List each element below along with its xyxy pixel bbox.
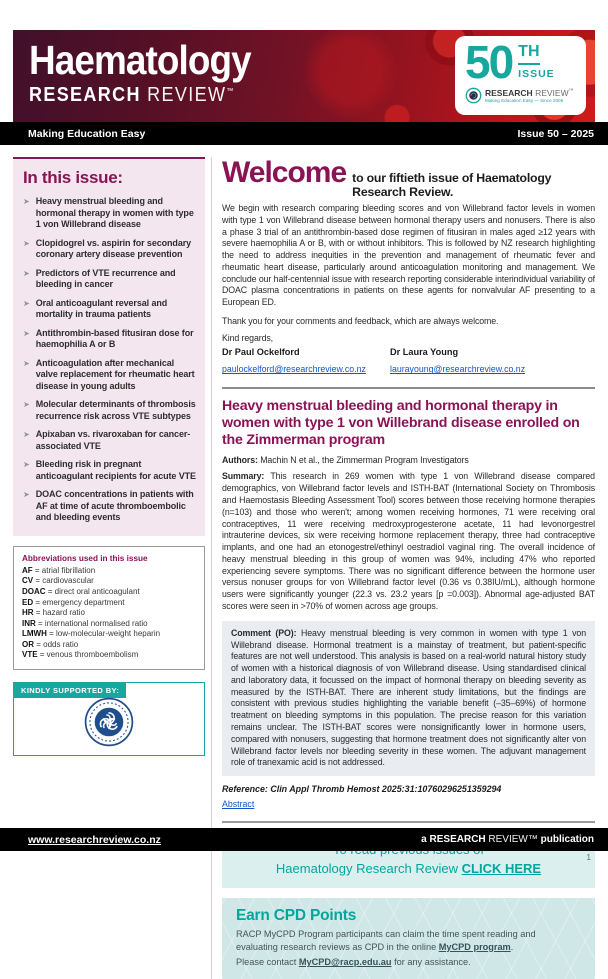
logo-trademark: ™: [568, 87, 574, 94]
cpd-body: RACP MyCPD Program participants can claim the time spent reading and evaluating research reviews as CPD in the online MyCPD program.: [236, 928, 536, 952]
abbreviation-row: HR = hazard ratio: [22, 608, 85, 618]
earn-cpd-title: Earn CPD Points: [236, 906, 357, 924]
masthead-banner: [13, 30, 595, 122]
top-black-bar: [0, 122, 608, 145]
toc-item[interactable]: ➤ Predictors of VTE recurrence and bleeding in cancer: [23, 267, 176, 290]
abstract-link[interactable]: Abstract: [222, 799, 255, 810]
logo-wordmark: RESEARCH REVIEW™ Making Education Easy — Since 2006: [485, 87, 574, 103]
arrow-icon: ➤: [23, 490, 30, 500]
research-review-logo: [465, 87, 578, 104]
abbreviation-row: VTE = venous thromboembolism: [22, 650, 139, 660]
research-review-logo-icon: [465, 87, 482, 104]
arrow-icon: ➤: [23, 238, 30, 248]
abbreviation-row: OR = odds ratio: [22, 639, 79, 649]
abbreviations-box: [13, 546, 205, 670]
cpd-contact: Please contact MyCPD@racp.edu.au for any assistance.: [236, 957, 471, 968]
editors-row: [222, 346, 595, 378]
toc-item[interactable]: ➤ DOAC concentrations in patients with AF at time of acute thromboembolic and bleeding events: [23, 489, 194, 523]
article-summary: Summary: This research in 269 women with type 1 von Willebrand disease compared demographics, von Willebrand factor levels and ISTH-BAT (International Society on Thrombosis and Haemostasis Bleeding Assessment Tool) scores between those receiving hormone therapies (n=103) and those who weren't; among women receiving hormones, 71 were receiving oral contraceptives, 11 were receiving medroxyprogesterone acetate, 11 had levonorgestrel intrauterine devices, six were receiving hormone replacement therapy, three had contraceptive implants, and one had an etonogestrel/ethinyl oestradiol vaginal ring. The overall incidence of heavy menstrual bleeding in this group of women was 94%, including 47% who reported experiencing severe symptoms. There was no significant difference between the hormone user versus nonuser groups for von Willebrand factor level (0.36 vs 0.38IU/mL), although hormone users were significantly younger (22.3 vs. 23.2 years [p =0.003]). Abnormal age-adjusted BAT scores were seen in >70% of women across age groups.: [222, 471, 595, 612]
divider: [222, 387, 595, 389]
authors-label: Authors:: [222, 454, 261, 465]
editor-block: [390, 346, 558, 378]
toc-item[interactable]: ➤ Oral anticoagulant reversal and mortality in trauma patients: [23, 297, 168, 320]
toc-item[interactable]: ➤ Molecular determinants of thrombosis recurrence risk across VTE subtypes: [23, 399, 196, 421]
comment-box: Comment (PO): Heavy menstrual bleeding is very common in women with type 1 von Willebrand disease. Hormonal treatment is a mainstay of treatment, but patient-specific features are not well understood. This analysis is based on a real-world natural history study of women with a historical diagnosis of von Willebrand disease. Using standardised clinical and laboratory data, it focussed on the impact of hormonal therapy on bleeding severity as measured by the ISTH-BAT. There are inherent study limitations, but the findings are consistent with previous studies highlighting the variable benefit (–35–69%) of hormone treatment on bleeding symptoms in this population. The precise reason for this variation remains unclear. The ISTH-BAT scores were nonsignificantly lower in hormone users, compared with nonusers, suggesting that hormone treatment does not significantly alter von Willebrand factor levels nor bleeding severity in these women. The adjuvant management role of tranexamic acid is not addressed.: [222, 621, 595, 776]
toc-item[interactable]: ➤ Anticoagulation after mechanical valve replacement for rheumatic heart disease in young adults: [23, 357, 195, 391]
abbreviation-row: AF = atrial fibrillation: [22, 565, 96, 575]
main-column: [212, 157, 595, 979]
tagline: Making Education Easy: [28, 127, 146, 140]
welcome-thanks: Thank you for your comments and feedback, which are always welcome.: [222, 316, 499, 327]
toc-item[interactable]: ➤ Antithrombin-based fitusiran dose for haemophilia A or B: [23, 327, 194, 350]
comment-label: Comment (PO):: [231, 627, 301, 638]
arrow-icon: ➤: [23, 430, 30, 440]
toc-item[interactable]: ➤ Apixaban vs. rivaroxaban for cancer-associated VTE: [23, 429, 191, 451]
badge-number-block: [465, 36, 578, 88]
editor-name: Dr Paul Ockelford: [222, 346, 300, 357]
issue-date: Issue 50 – 2025: [517, 127, 594, 140]
trademark-symbol: ™: [226, 86, 235, 96]
mycpd-program-link[interactable]: MyCPD program: [438, 941, 511, 952]
divider: [222, 821, 595, 823]
sidebar: [13, 157, 212, 979]
issue-ordinal: TH: [518, 43, 539, 65]
arrow-icon: ➤: [23, 400, 30, 410]
logo-tagline: Making Education Easy — Since 2006: [485, 97, 564, 103]
abbreviation-row: CV = cardiovascular: [22, 576, 94, 586]
toc-item[interactable]: ➤ Heavy menstrual bleeding and hormonal therapy in women with type 1 von Willebrand disease: [23, 196, 194, 230]
publication-title: Haematology: [29, 37, 251, 83]
article-title: Heavy menstrual bleeding and hormonal therapy in women with type 1 von Willebrand disease enrolled on the Zimmerman program: [222, 398, 580, 448]
issue-number: 50: [465, 36, 513, 88]
issue-ordinal-block: [518, 43, 555, 80]
arrow-icon: ➤: [23, 358, 30, 368]
arrow-icon: ➤: [23, 197, 30, 206]
mycpd-email-link[interactable]: MyCPD@racp.edu.au: [298, 957, 392, 968]
in-this-issue-panel: [13, 157, 205, 536]
reference-label: Reference:: [222, 784, 271, 795]
article-authors: Authors: Machin N et al., the Zimmerman Program Investigators: [222, 454, 469, 465]
abbreviation-row: INR = international normalised ratio: [22, 618, 148, 628]
footer-black-bar: [0, 828, 608, 851]
masthead-title-block: [29, 37, 251, 107]
arrow-icon: ➤: [23, 460, 30, 470]
toc-list: [23, 196, 197, 524]
publication-credit: a RESEARCH REVIEW™ publication: [421, 834, 594, 845]
supporter-seal-icon: [83, 696, 135, 748]
editor-name: Dr Laura Young: [390, 346, 459, 357]
arrow-icon: ➤: [23, 298, 30, 308]
kindly-supported-label: KINDLY SUPPORTED BY:: [14, 683, 126, 698]
page-number: 1: [586, 853, 591, 862]
previous-issues-line2: Haematology Research Review CLICK HERE: [275, 861, 542, 877]
content-area: [13, 157, 595, 979]
article-reference: Reference: Clin Appl Thromb Hemost 2025:31:10760296251359294: [222, 784, 502, 795]
publication-subtitle: RESEARCH REVIEW™: [29, 83, 235, 106]
toc-item[interactable]: ➤ Bleeding risk in pregnant anticoagulant recipients for acute VTE: [23, 459, 196, 481]
earn-cpd-box: [222, 898, 595, 979]
welcome-word: Welcome: [222, 156, 347, 189]
abbreviation-row: LMWH = low-molecular-weight heparin: [22, 629, 161, 639]
welcome-heading: [222, 158, 595, 199]
in-this-issue-heading: In this issue:: [23, 168, 123, 187]
editor-email-link[interactable]: paulockelford@researchreview.co.nz: [222, 364, 366, 375]
arrow-icon: ➤: [23, 328, 30, 338]
editor-email-link[interactable]: laurayoung@researchreview.co.nz: [390, 364, 526, 375]
welcome-subtitle: to our fiftieth issue of Haematology Research Review.: [352, 171, 552, 199]
summary-label: Summary:: [222, 471, 271, 482]
abbreviation-row: ED = emergency department: [22, 597, 125, 607]
arrow-icon: ➤: [23, 268, 30, 278]
website-link[interactable]: www.researchreview.co.nz: [28, 833, 161, 846]
click-here-link[interactable]: CLICK HERE: [461, 861, 542, 877]
abbreviation-row: DOAC = direct oral anticoagulant: [22, 586, 140, 596]
editor-block: [222, 346, 390, 378]
toc-item[interactable]: ➤ Clopidogrel vs. aspirin for secondary coronary artery disease prevention: [23, 237, 192, 260]
fiftieth-issue-badge: [455, 36, 586, 115]
issue-label: ISSUE: [518, 68, 555, 80]
kindly-supported-box: [13, 682, 205, 756]
abbreviations-title: Abbreviations used in this issue: [22, 553, 148, 563]
kind-regards: Kind regards,: [222, 332, 274, 343]
welcome-intro-paragraph: We begin with research comparing bleeding scores and von Willebrand factor levels in women with type 1 von Willebrand disease between hormonal therapy users and nonusers. There is also a phase 3 trial of an antithrombin-based dose regimen of fitusiran in males aged ≥12 years with severe haemophilia A or B, with or without inhibitors. This is followed by NZ research highlighting the need to address inequities in the prevention and management of rheumatic fever and rheumatic heart disease, particularly around anticoagulation monitoring and management. We conclude our half-centennial issue with research reporting considerable interindividual variability of DOAC plasma concentrations in patients on these agents for nonvalvular AF presenting to a European ED.: [222, 203, 595, 308]
